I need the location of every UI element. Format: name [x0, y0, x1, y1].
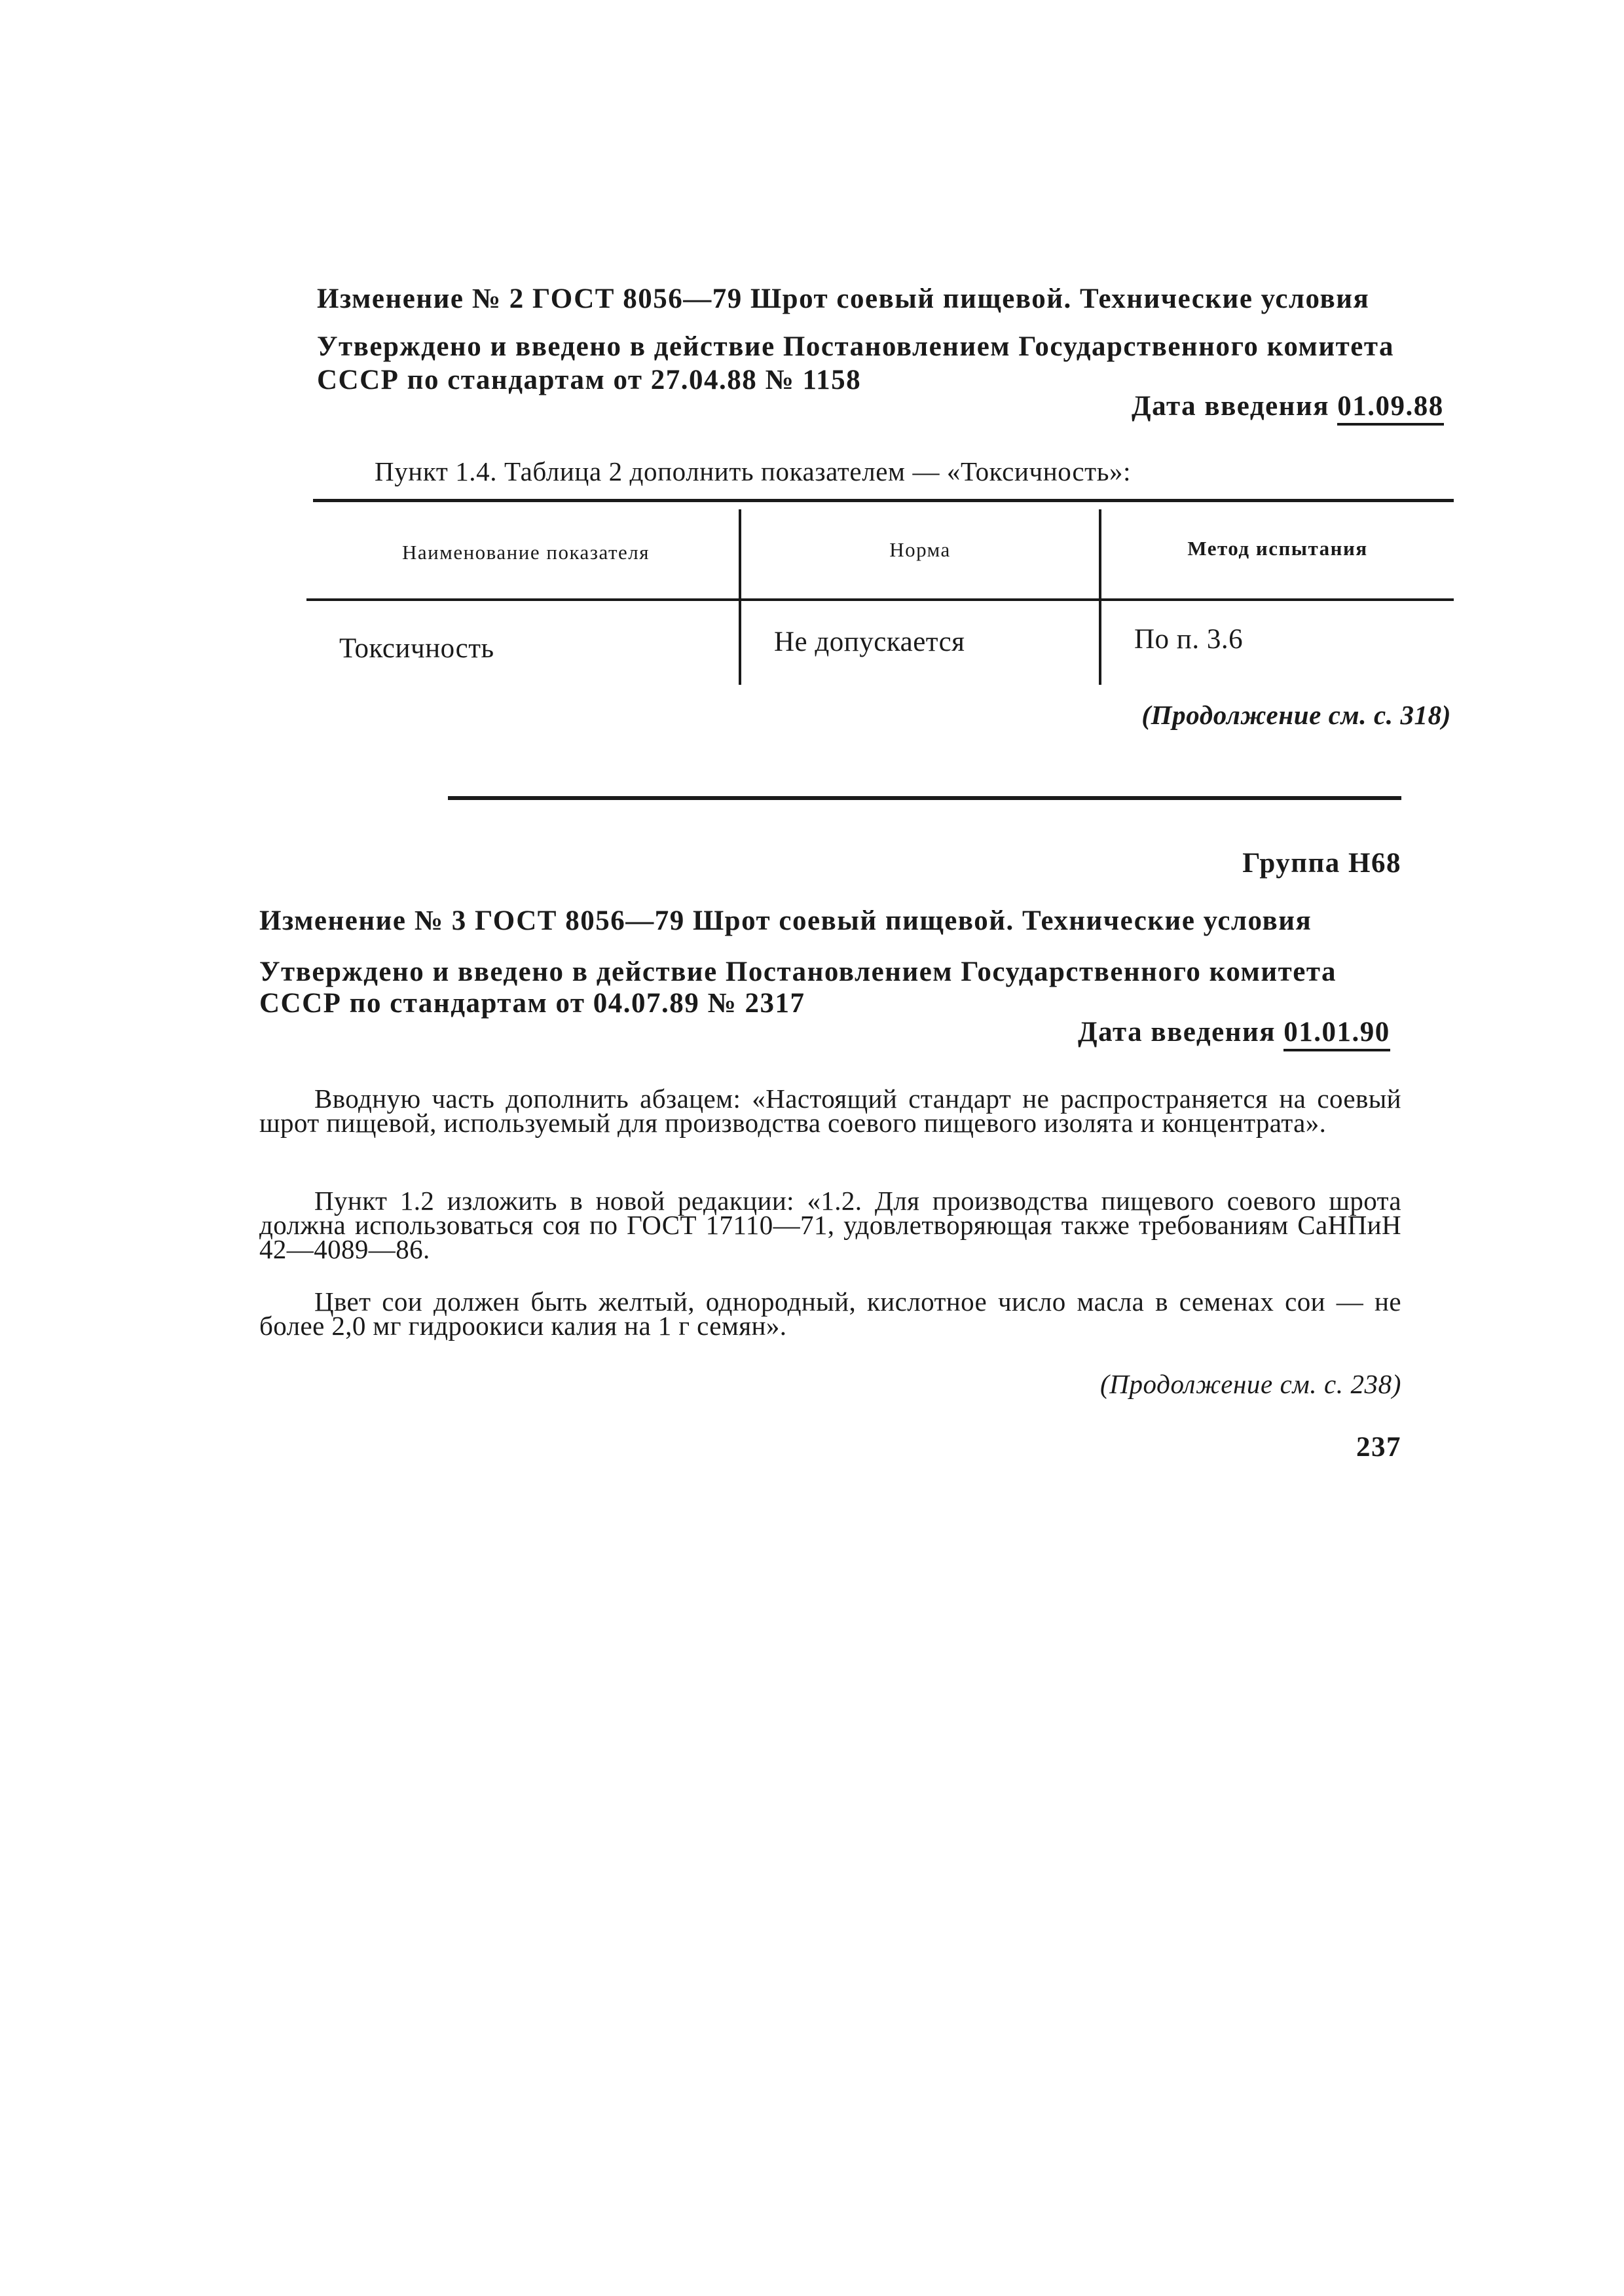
amendment3-approved-line2: СССР по стандартам от 04.07.89 № 2317 [259, 988, 805, 1019]
table-cell-norm: Не допускается [774, 627, 965, 657]
amendment3-date-value: 01.01.90 [1283, 1017, 1390, 1051]
table-header-name: Наименование показателя [401, 541, 650, 564]
amendment3-title: Изменение № 3 ГОСТ 8056—79 Шрот соевый пищевой. Технические условия [259, 905, 1312, 936]
amendment3-continuation: (Продолжение см. с. 238) [1099, 1369, 1401, 1399]
amendment2-date-label: Дата введения [1132, 391, 1329, 422]
table-header-rule [306, 598, 1454, 601]
amendment2-approved-line1: Утверждено и введено в действие Постановлением Государственного комитета [317, 331, 1394, 362]
table-divider-2 [1099, 509, 1101, 685]
table-top-rule [313, 499, 1454, 502]
paragraph-3: Цвет сои должен быть желтый, однородный, кислотное число масла в семенах сои — не более 2,0 мг гидроокиси калия на 1 г семян». [259, 1286, 1401, 1341]
amendment2-intro: Пункт 1.4. Таблица 2 дополнить показателем — «Токсичность»: [375, 456, 1132, 486]
amendment2-approved-line2: СССР по стандартам от 27.04.88 № 1158 [317, 365, 862, 395]
amendment2-date [1132, 390, 1444, 422]
table-cell-indicator: Токсичность [339, 633, 494, 664]
amendment2-title: Изменение № 2 ГОСТ 8056—79 Шрот соевый пищевой. Технические условия [317, 283, 1370, 314]
table-header-norm: Норма [889, 538, 951, 561]
table-divider-1 [739, 509, 741, 685]
group-label: Группа Н68 [1242, 848, 1401, 879]
amendment3-date [1078, 1016, 1390, 1048]
page-number: 237 [1356, 1432, 1401, 1463]
section-separator [448, 796, 1401, 800]
amendment3-date-label: Дата введения [1078, 1017, 1276, 1048]
paragraph-1: Вводную часть дополнить абзацем: «Настоящий стандарт не распространяется на соевый шрот пищевой, используемый для производства соевого пищевого изолята и концентрата». [259, 1084, 1401, 1138]
amendment2-date-value: 01.09.88 [1337, 391, 1444, 426]
amendment3-approved-line1: Утверждено и введено в действие Постановлением Государственного комитета [259, 957, 1337, 987]
table-header-method: Метод испытания [1187, 537, 1368, 560]
amendment2-continuation: (Продолжение см. с. 318) [1141, 700, 1451, 730]
table-cell-method: По п. 3.6 [1134, 624, 1244, 655]
paragraph-2: Пункт 1.2 изложить в новой редакции: «1.2. Для производства пищевого соевого шрота должна использоваться соя по ГОСТ 17110—71, удовлетворяющая также требованиям СаНПиН 42—4089—86. [259, 1186, 1401, 1264]
